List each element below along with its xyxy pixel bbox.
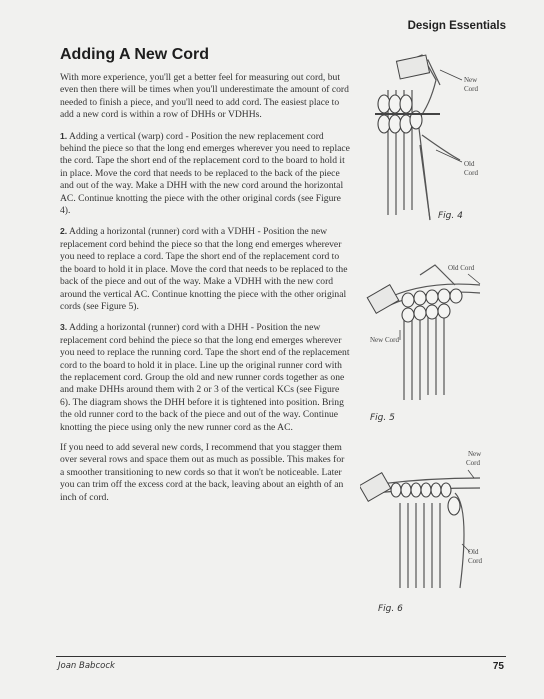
step-1-paragraph	[60, 130, 350, 218]
fig4-old-cord-label-2: Cord	[464, 169, 478, 177]
page-number: 75	[492, 661, 504, 672]
fig4-old-cord-label-1: Old	[464, 160, 475, 168]
fig5-old-cord-label: Old Cord	[448, 264, 475, 272]
footer-author: Joan Babcock	[58, 661, 115, 671]
section-header: Design Essentials	[407, 20, 506, 32]
figure-6	[360, 448, 510, 618]
fig5-caption: Fig. 5	[370, 413, 395, 423]
figure-5	[360, 260, 510, 425]
page-title: Adding A New Cord	[60, 46, 210, 63]
closing-paragraph: If you need to add several new cords, I recommend that you stagger them over several rows and space them out as much as possible. This makes for a smoother transitioning to new cords so that it won't be noticeable. Later you can trim off the excess cord at the back, leaving about an eighth of an inch of cord.	[60, 441, 345, 503]
figure-6-diagram	[360, 448, 510, 618]
figure-5-diagram	[360, 260, 510, 425]
fig4-caption: Fig. 4	[438, 211, 463, 221]
fig6-old-cord-label-1: Old	[468, 548, 479, 556]
fig4-new-cord-label-2: Cord	[464, 85, 478, 93]
figure-4	[370, 50, 510, 225]
step-3-paragraph	[60, 321, 350, 434]
step-3-number: 3.	[60, 322, 68, 333]
footer-divider	[56, 656, 506, 657]
fig5-new-cord-label: New Cord	[370, 336, 399, 344]
intro-paragraph: With more experience, you'll get a better feel for measuring out cord, but even then there will be times when you'll underestimate the amount of cord needed to finish a piece, and you'll need to add cord. The easiest place to add a new cord is within a row of DHHs or VDHHs.	[60, 72, 349, 121]
body-text	[60, 72, 350, 512]
step-2-text: Adding a horizontal (runner) cord with a VDHH - Position the new replacement cord behind the piece so that the long end emerges wherever you need to replace a cord. Tape the short end of the replacement cord to the board to hold it in place. Move the cord that needs to be replaced to the back of the piece and out of the way. Make a VDHH with the new cord around the vertical AC. Continue knotting the piece with the other original cords (see Figure 5).	[60, 226, 348, 312]
step-1-text: Adding a vertical (warp) cord - Position the new replacement cord behind the piece so that the long end emerges wherever you need to replace the cord. Tape the short end of the replacement cord to the board to hold it in place. Move the cord that needs to be replaced to the back of the piece and out of the way. Make a DHH with the new cord around the horizontal AC. Continue knotting the piece with the other original cords (see Figure 4).	[60, 130, 350, 217]
step-3-text: Adding a horizontal (runner) cord with a DHH - Position the new replacement cord behind the piece so that the long end emerges wherever you need to replace the running cord. Tape the short end of the replacement cord to the board to hold it in place. Line up the original runner cord with the replacement cord. Group the old and new runner cords together as one and make DHHs around them with 2 or 3 of the vertical KCs (see Figure 6). The diagram shows the DHH before it is tightened into position. Bring the old runner cord to the back of the piece and out of the way. Continue knotting the piece using only the new runner cord as the AC.	[60, 322, 350, 433]
fig6-new-cord-label-1: New	[468, 450, 482, 458]
step-2-paragraph	[60, 225, 350, 313]
figure-4-diagram	[370, 50, 510, 225]
fig6-new-cord-label-2: Cord	[466, 459, 480, 467]
fig6-caption: Fig. 6	[378, 604, 403, 614]
fig6-old-cord-label-2: Cord	[468, 557, 482, 565]
fig4-new-cord-label-1: New	[464, 76, 478, 84]
step-2-number: 2.	[60, 226, 68, 237]
step-1-number: 1.	[60, 130, 68, 141]
